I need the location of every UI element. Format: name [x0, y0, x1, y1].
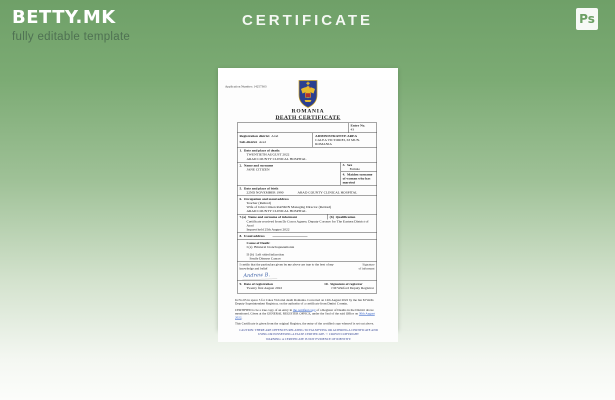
cause-line2: II (b) Left sided infarction — [246, 252, 285, 257]
issue-date-link[interactable]: 30th August 2022 — [235, 312, 375, 320]
blank-answer-line — [273, 235, 308, 238]
informant-name-label: 7.(a) Name and surname of informant — [239, 215, 297, 220]
brand-tagline: fully editable template — [12, 31, 131, 43]
given-note: This Certificate is given from the original Register, the entry of the certified copy whereof is set out above. — [235, 322, 375, 326]
certified-text-post: . — [241, 315, 243, 320]
place-of-birth-value: ARAD COUNTY CLINICAL HOSPITAL — [297, 190, 358, 195]
cause-of-death-label: Cause of Death: — [246, 241, 271, 246]
date-of-birth-label: 5. Date and place of birth — [239, 186, 279, 191]
occupation-line2: Wife of John Citizen RANKIN Managing Director (Retired) — [246, 204, 332, 209]
signature-of-informant-cell — [336, 262, 376, 280]
application-number: Application Number: 14257363 — [225, 85, 267, 89]
coat-of-arms-icon — [298, 80, 318, 108]
admin-area-cell — [313, 133, 377, 147]
sex-label: 3. Sex — [342, 162, 353, 167]
caution-block — [238, 328, 379, 341]
registration-district-value: Arad — [271, 134, 279, 139]
signature-of-registrar-cell — [322, 281, 376, 293]
maiden-surname-label: 4. Maiden surname of woman who has married — [342, 172, 373, 185]
cause-line3: Senile Disease Cancer — [249, 256, 281, 261]
informant-signature: Andrew B. — [242, 272, 277, 280]
district-cell — [238, 133, 313, 147]
certify-row — [238, 262, 377, 281]
admin-area-value: CALEA VICTORIEI, 63 MUN. ROMANIA — [315, 138, 361, 147]
maiden-surname-cell — [341, 172, 376, 185]
registration-row — [238, 281, 377, 293]
photoshop-icon: Ps — [576, 8, 598, 30]
cause-line1: I (a) Bilateral bronchopneumonia — [246, 245, 295, 250]
sub-district-label: Sub-district — [239, 140, 258, 145]
place-of-death-value: ARAD COUNTY CLINICAL HOSPITAL — [246, 156, 307, 161]
certificate-title: DEATH CERTIFICATE — [275, 114, 341, 121]
occupation-line1: Teacher (Retired) — [246, 200, 272, 205]
certify-cell — [238, 262, 337, 280]
informant-line2: Inquest held 25th August 2022 — [246, 227, 290, 232]
entry-number-row — [238, 123, 377, 133]
date-of-registration-label: 9. Date of registration — [239, 281, 273, 286]
certificate-footer — [235, 298, 382, 341]
certified-text-mid: of a Register of Deaths in the District above mentioned. Given at the GENERAL REGISTER OFFICE, under the Seal of the said Office on — [235, 308, 374, 316]
date-of-death-label: 1. Date and place of death: — [239, 148, 281, 153]
date-of-death-value: TWENTIETH AUGUST 2022 — [246, 152, 290, 157]
country-name: ROMANIA — [291, 108, 325, 114]
date-of-birth-value: 22ND NOVEMBER 1990 — [246, 190, 284, 195]
warning-line: WARNING: A CERTIFICATE IS NOT EVIDENCE OF IDENTITY. — [265, 337, 352, 341]
name-value: JANE CITIZEN — [246, 167, 270, 172]
signature-label-line2: of informant — [358, 266, 375, 271]
signature-label-line1: Signature — [362, 263, 375, 267]
name-sex-row — [238, 162, 377, 185]
name-label: 2. Name and surname — [239, 163, 274, 168]
certificate-table — [237, 123, 377, 294]
occupation-row — [238, 196, 377, 215]
entry-number-box — [349, 123, 377, 133]
signature-of-registrar-value: J M Winford Deputy Registrar — [331, 285, 374, 290]
page-title: CERTIFICATE — [241, 12, 374, 29]
name-cell — [238, 162, 341, 185]
caution-line: CAUTION: THERE ARE OFFENCES RELATING TO FALSIFYING OR ALTERING A CERTIFICATE AND USING OR POSSESSING A FALSE CERTIFICATE. © CROWN COPYRIGHT — [239, 328, 378, 336]
date-of-registration-cell — [238, 281, 323, 293]
cause-of-death-row — [238, 240, 377, 262]
informant-line1: Certificate received from Dr Conor Agnew, Deputy Coroner for The Eastern District of Arad — [246, 219, 369, 228]
sex-cell — [341, 162, 376, 172]
brand-logo: BETTY.MK — [12, 7, 116, 28]
usual-address-label: 8. Usual address — [239, 234, 265, 239]
registration-district-label: Registration district — [239, 134, 270, 139]
sex-value: Female — [349, 166, 360, 171]
informant-qualification-label: (b) Qualification — [328, 215, 377, 220]
date-place-of-birth-row — [238, 185, 377, 196]
informant-row — [238, 215, 377, 234]
sex-maiden-stack — [341, 162, 377, 185]
certify-statement: I certify that the particulars given by me above are true to the best of my knowledge and belief — [239, 263, 334, 271]
signature-of-registrar-label: 10. Signature of registrar — [324, 281, 363, 286]
certified-copy-link[interactable]: the certified copy — [292, 308, 316, 312]
sub-district-value: Arad — [258, 140, 266, 145]
certified-paragraph — [235, 308, 382, 319]
date-place-of-death-row — [238, 148, 377, 163]
entry-number-label: Entry No. — [350, 123, 366, 128]
admin-area-label: ADMINISTRATIVE AREA — [315, 134, 358, 139]
correction-note: In No 65 in space 5 for Calea Victoriei death Romania. Corrected on 12th August 2022 by me Ian M Wells Deputy Superintendent Registrar, on the authority of a certificate from Dmitri Cosmin. — [235, 298, 374, 306]
entry-number-value: 43 — [350, 127, 354, 132]
district-row — [238, 133, 377, 148]
occupation-line3: ARAD COUNTY CLINICAL HOSPITAL — [246, 209, 307, 214]
occupation-label: 6. Occupation and usual address — [239, 196, 289, 201]
certified-text-pre: CERTIFIED to be a true copy of an entry in — [235, 308, 293, 312]
date-of-registration-value: Twenty first August 2022 — [246, 285, 283, 290]
certificate-page — [218, 68, 398, 341]
certificate-document — [218, 80, 398, 342]
usual-address-row — [238, 233, 377, 240]
